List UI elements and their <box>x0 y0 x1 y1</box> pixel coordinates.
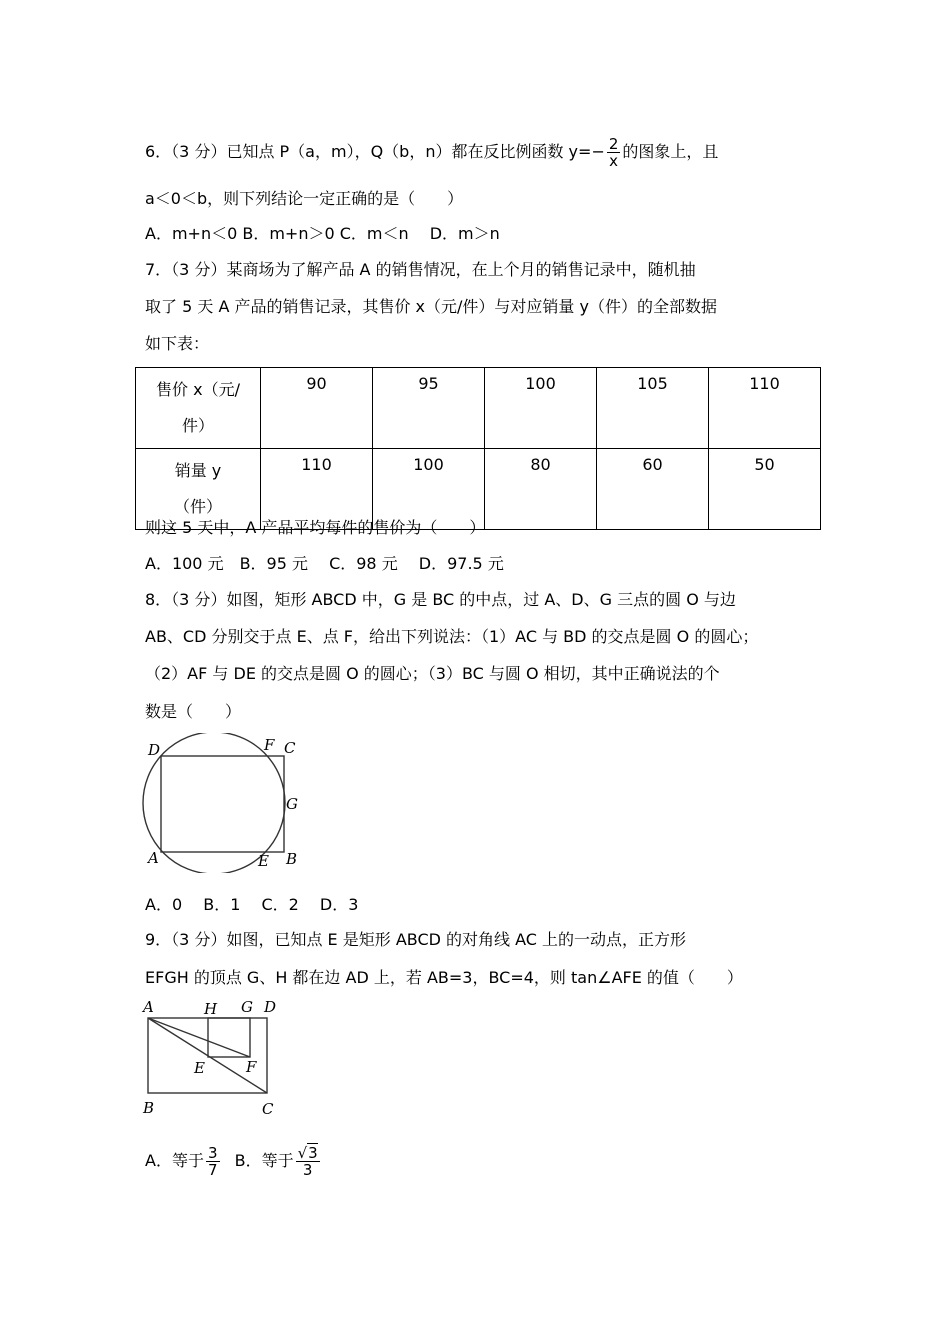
q8-options: A．0 B．1 C．2 D．3 <box>145 895 359 914</box>
header-line: 件） <box>181 416 214 435</box>
q7-line3: 如下表： <box>145 334 210 353</box>
q7-options: A．100 元 B．95 元 C．98 元 D．97.5 元 <box>145 554 504 573</box>
table-cell: 95 <box>373 368 485 449</box>
q7-line4: 则这 5 天中，A 产品平均每件的售价为（ ） <box>145 518 486 537</box>
q7-data-table <box>135 367 821 530</box>
table-row <box>136 368 821 449</box>
q8-line4: 数是（ ） <box>145 702 242 721</box>
table-cell: 90 <box>261 368 373 449</box>
q9-rectangle-square-figure <box>140 997 290 1121</box>
q9-opt-b-num-wrap: √3 <box>297 1144 318 1162</box>
q9-opt-a-den: 7 <box>207 1161 218 1179</box>
table-cell: 110 <box>709 368 821 449</box>
header-line: 售价 x（元/ <box>156 380 240 399</box>
square-efgh <box>208 1018 250 1057</box>
table-cell: 50 <box>709 449 821 530</box>
header-line: 销量 y <box>174 461 222 480</box>
q9-line2: EFGH 的顶点 G、H 都在边 AD 上，若 AB=3，BC=4，则 tan∠AFE 的值（ ） <box>145 968 743 987</box>
label-g: G <box>286 795 298 813</box>
q8-line2: AB、CD 分别交于点 E、点 F，给出下列说法：（1）AC 与 BD 的交点是圆 O 的圆心； <box>145 627 759 646</box>
q9-options <box>145 1143 322 1179</box>
segment-af <box>148 1018 250 1057</box>
label-a: A <box>143 998 154 1016</box>
label-e: E <box>194 1059 205 1077</box>
q8-line3: （2）AF 与 DE 的交点是圆 O 的圆心；（3）BC 与圆 O 相切，其中正确说法的个 <box>145 664 720 683</box>
label-f: F <box>264 736 275 754</box>
q6-options: A．m+n＜0 B．m+n＞0 C．m＜n D．m＞n <box>145 224 500 243</box>
label-g: G <box>241 998 253 1016</box>
table-cell: 105 <box>597 368 709 449</box>
label-d: D <box>264 998 277 1016</box>
q9-opt-b-num: 3 <box>308 1144 318 1162</box>
q9-opt-b-label: B．等于 <box>234 1151 294 1170</box>
q7-line1: 7．（3 分）某商场为了解产品 A 的销售情况，在上个月的销售记录中，随机抽 <box>145 260 696 279</box>
q6-text-post: 的图象上，且 <box>622 142 719 161</box>
label-b: B <box>143 1099 155 1117</box>
q9-line1: 9．（3 分）如图，已知点 E 是矩形 ABCD 的对角线 AC 上的一动点，正方形 <box>145 930 687 949</box>
q6-frac-sign: − <box>591 142 605 161</box>
q9-opt-b-den: 3 <box>296 1161 320 1178</box>
label-c: C <box>284 739 296 757</box>
label-f: F <box>246 1058 257 1076</box>
header-line: （件） <box>173 497 222 516</box>
label-c: C <box>262 1100 274 1118</box>
q6-line2: a＜0＜b，则下列结论一定正确的是（ ） <box>145 189 464 208</box>
q9-opt-b-fraction <box>296 1145 320 1178</box>
q9-opt-a-label: A．等于 <box>145 1151 204 1170</box>
table-cell: 60 <box>597 449 709 530</box>
table-cell: 80 <box>485 449 597 530</box>
q6-frac-num: 2 <box>608 135 619 153</box>
q9-opt-a-num: 3 <box>207 1144 218 1162</box>
label-h: H <box>204 1000 218 1018</box>
q8-circle-rectangle-figure <box>140 733 310 873</box>
table-cell: 110 <box>261 449 373 530</box>
q8-line1: 8．（3 分）如图，矩形 ABCD 中，G 是 BC 的中点，过 A、D、G 三点的圆 O 与边 <box>145 590 736 609</box>
label-b: B <box>286 850 298 868</box>
table-row-header <box>136 368 261 449</box>
label-e: E <box>258 852 269 870</box>
q6-line1 <box>145 136 718 169</box>
label-a: A <box>148 849 159 867</box>
label-d: D <box>148 741 161 759</box>
table-cell: 100 <box>373 449 485 530</box>
rectangle-abcd <box>161 756 284 852</box>
q6-fraction <box>607 136 621 169</box>
q7-line2: 取了 5 天 A 产品的销售记录，其售价 x（元/件）与对应销量 y（件）的全部数据 <box>145 297 717 316</box>
table-cell: 100 <box>485 368 597 449</box>
q6-text-pre: 6．（3 分）已知点 P（a，m），Q（b，n）都在反比例函数 y= <box>145 142 592 161</box>
q6-frac-den: x <box>607 152 621 169</box>
q9-opt-a-fraction <box>206 1145 220 1178</box>
